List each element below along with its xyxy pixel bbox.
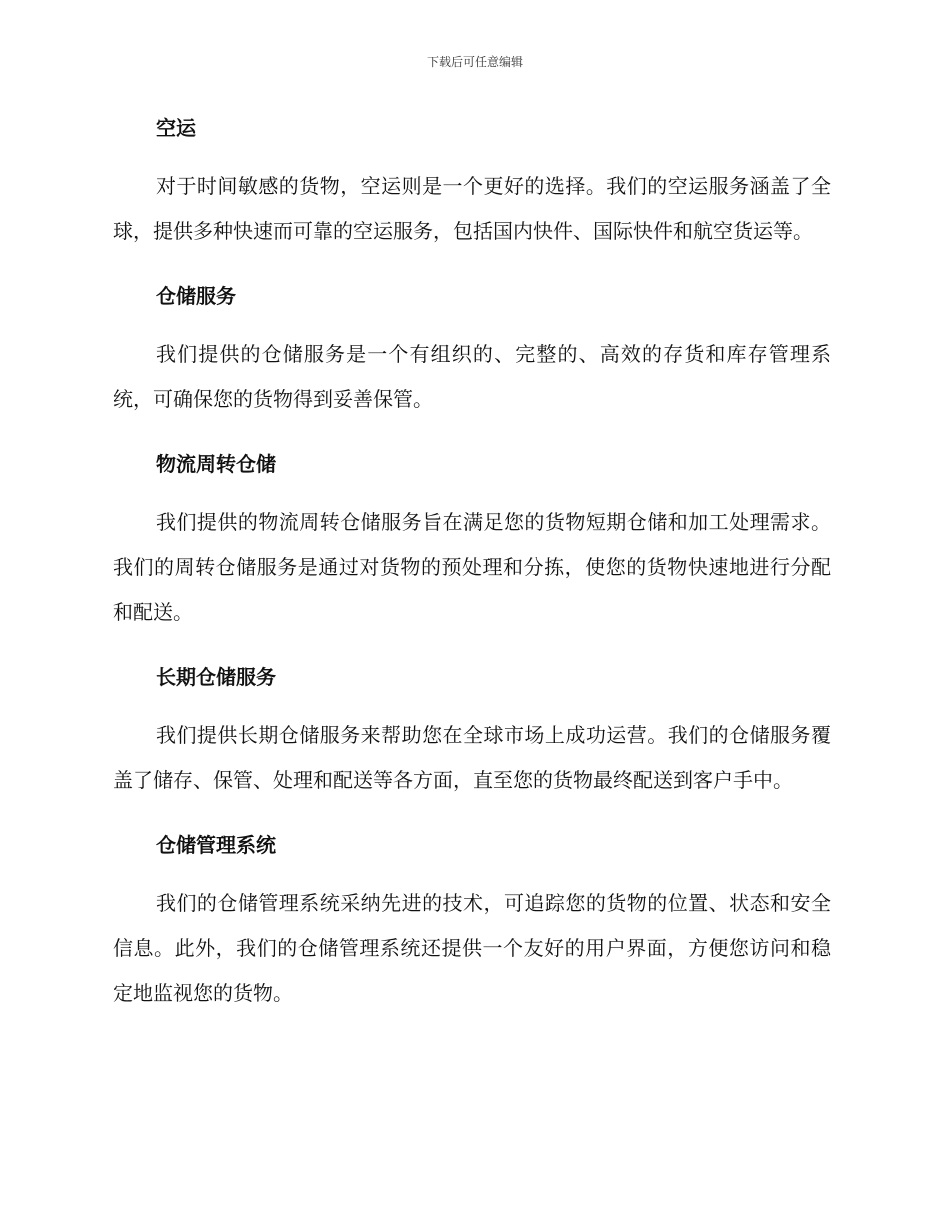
section-paragraph: 我们提供长期仓储服务来帮助您在全球市场上成功运营。我们的仓储服务覆盖了储存、保管、处理和配送等各方面，直至您的货物最终配送到客户手中。 xyxy=(113,723,831,792)
section-heading: 仓储服务 xyxy=(156,284,236,308)
section-air-freight xyxy=(113,112,831,254)
section-long-term-warehousing xyxy=(113,661,831,803)
section-paragraph: 我们提供的物流周转仓储服务旨在满足您的货物短期仓储和加工处理需求。我们的周转仓储服务是通过对货物的预处理和分拣，使您的货物快速地进行分配和配送。 xyxy=(113,510,831,624)
section-heading: 仓储管理系统 xyxy=(156,833,276,857)
section-warehouse-management-system xyxy=(113,829,831,1016)
section-heading: 长期仓储服务 xyxy=(156,665,276,689)
section-heading: 空运 xyxy=(156,116,196,140)
section-paragraph: 我们的仓储管理系统采纳先进的技术，可追踪您的货物的位置、状态和安全信息。此外，我们的仓储管理系统还提供一个友好的用户界面，方便您访问和稳定地监视您的货物。 xyxy=(113,891,831,1005)
section-logistics-turnover-warehousing xyxy=(113,448,831,635)
section-heading: 物流周转仓储 xyxy=(156,452,276,476)
document-body xyxy=(113,112,831,1016)
page-header: 下载后可任意编辑 xyxy=(426,55,523,69)
section-paragraph: 对于时间敏感的货物，空运则是一个更好的选择。我们的空运服务涵盖了全球，提供多种快速而可靠的空运服务，包括国内快件、国际快件和航空货运等。 xyxy=(113,174,831,243)
section-warehousing-service xyxy=(113,280,831,422)
section-paragraph: 我们提供的仓储服务是一个有组织的、完整的、高效的存货和库存管理系统，可确保您的货物得到妥善保管。 xyxy=(113,342,831,411)
